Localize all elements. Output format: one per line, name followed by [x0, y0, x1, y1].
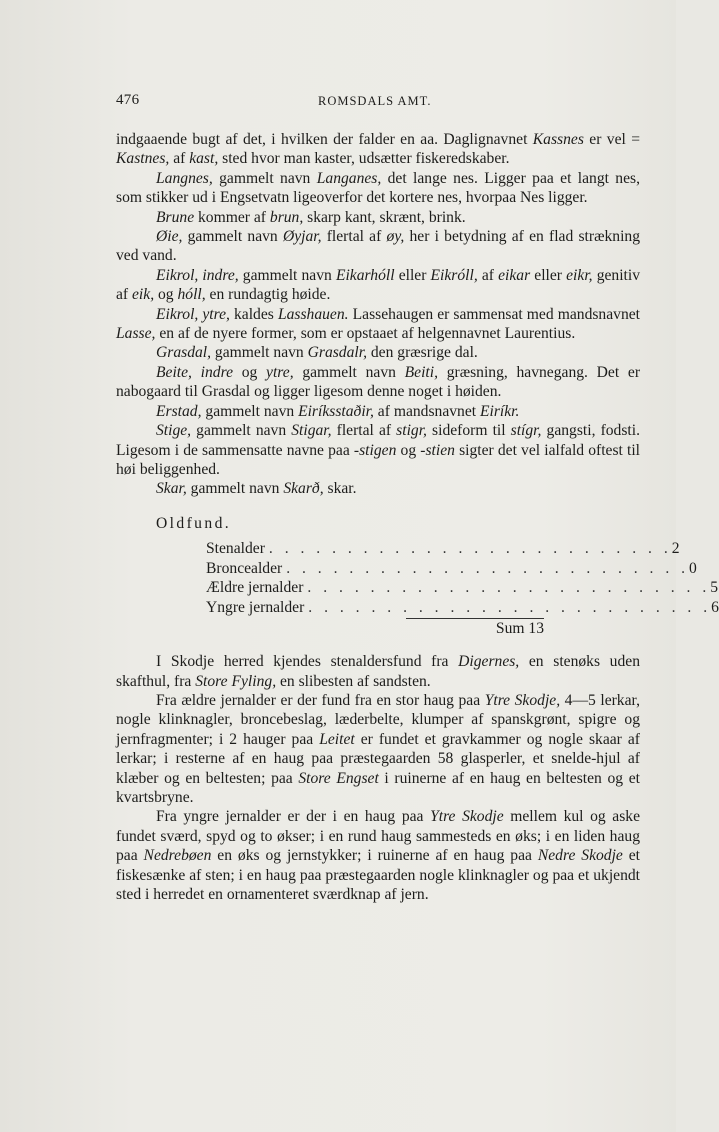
italic-term: Skarð, — [283, 480, 324, 498]
text-run: gangsti, fodsti. Ligesom i de sammensatte navne paa — [116, 422, 640, 459]
text-run: en rundagtig høide. — [205, 286, 331, 304]
italic-term: Eikrol, indre, — [156, 266, 239, 284]
leader-dots: . . . . . . . . . . . . . . . . . . . . . . . . . . — [268, 540, 672, 558]
text-run: Fra ældre jernalder er der fund fra en stor haug paa — [156, 691, 485, 709]
oldfund-row — [206, 539, 680, 559]
italic-term: Eikróll, — [430, 266, 478, 284]
text-run: og — [154, 286, 178, 304]
paragraph — [116, 691, 640, 807]
italic-term: Beite, indre — [156, 363, 233, 381]
text-run: kaldes — [229, 305, 278, 323]
paragraph — [116, 402, 640, 421]
page-header — [116, 92, 640, 114]
italic-term: Ytre Skodje — [430, 808, 504, 826]
place-name-entries — [116, 130, 640, 499]
text-run: og — [396, 441, 421, 459]
italic-term: Grasdal, — [156, 344, 212, 362]
text-run: en af de nyere former, som er opstaaet af helgennavnet Laurentius. — [155, 325, 576, 343]
text-run: i ruinerne af en haug en beltesten og et kvartsbryne. — [116, 769, 640, 806]
text-run: gammelt navn — [293, 363, 405, 381]
oldfund-description — [116, 652, 640, 904]
text-run: er vel = — [583, 131, 640, 148]
italic-term: stigr, — [396, 422, 427, 440]
row-value: 6 — [711, 598, 719, 616]
italic-term: Beiti, — [404, 363, 438, 381]
text-run: gammelt navn — [191, 422, 292, 440]
text-run: den græsrige dal. — [366, 344, 478, 362]
italic-term: brun, — [269, 208, 304, 226]
row-value: 0 — [689, 559, 697, 577]
text-run: en slibesten af sandsten. — [276, 672, 431, 690]
text-run: en øks og jernstykker; i ruinerne af en haug paa — [211, 847, 538, 865]
text-run: gammelt navn — [201, 402, 299, 420]
text-run: gammelt navn — [211, 344, 308, 362]
paragraph — [116, 169, 640, 208]
italic-term: Stige, — [156, 422, 192, 440]
text-run: Fra yngre jernalder er der i en haug paa — [156, 808, 431, 826]
oldfund-row — [206, 598, 719, 618]
text-run: gammelt navn — [238, 266, 336, 284]
text-run: Lassehaugen er sammensat med mandsnavnet — [348, 305, 640, 323]
oldfund-table — [206, 539, 719, 638]
text-run: er fundet et gravkammer og nogle skaar af lerkar; i resterne af en haug paa præstegaarden 58 glasperler, et snelde-hjul af klæber og en beltesten; paa — [116, 730, 640, 787]
italic-term: Brune — [156, 208, 195, 226]
paragraph — [116, 652, 640, 691]
row-value: 5 — [710, 579, 719, 597]
italic-term: Store Fyling, — [195, 672, 277, 690]
italic-term: Kassnes — [532, 131, 584, 148]
text-run: af mandsnavnet — [373, 402, 480, 420]
text-run: genitiv af — [116, 266, 641, 304]
italic-term: eikar — [498, 266, 531, 284]
italic-term: øy, — [386, 228, 405, 246]
oldfund-row — [206, 559, 697, 579]
oldfund-sum — [206, 619, 544, 639]
oldfund-row — [206, 578, 719, 598]
paragraph — [116, 421, 640, 479]
italic-term: Øie, — [156, 228, 183, 246]
spacer — [116, 638, 640, 652]
text-run: eller — [394, 266, 431, 284]
italic-term: Lasshauen. — [277, 305, 349, 323]
italic-term: Skar, — [156, 480, 187, 498]
text-run: indgaaende bugt af det, i hvilken der falder en aa. Daglignavnet — [116, 131, 533, 148]
paragraph — [116, 130, 640, 169]
paragraph — [116, 807, 640, 904]
text-run: gammelt navn — [186, 480, 284, 498]
paragraph — [116, 266, 640, 305]
text-run: eller — [530, 266, 567, 284]
text-run: skar. — [323, 480, 357, 498]
text-run: det lange nes. Ligger paa et langt nes, som stikker ud i Engsetvatn ligeoverfor det kortere nes, hvorpaa Nes ligger. — [116, 169, 640, 207]
italic-term: Eikarhóll — [335, 266, 395, 284]
italic-term: Erstad, — [156, 402, 202, 420]
italic-term: Leitet — [319, 730, 355, 748]
text-run: skarp kant, skrænt, brink. — [303, 208, 466, 226]
italic-term: Kastnes, — [116, 150, 170, 168]
text-run: mellem kul og aske fundet sværd, spyd og to økser; i en rund haug sammesteds en øks; i en liden haug paa — [116, 808, 641, 865]
leader-dots: . . . . . . . . . . . . . . . . . . . . . . . . . . — [307, 579, 711, 597]
text-run: gammelt navn — [182, 228, 283, 246]
row-label: Stenalder — [206, 540, 265, 558]
paragraph — [116, 479, 640, 498]
italic-term: -stien — [420, 441, 455, 459]
italic-term: Ytre Skodje, — [484, 691, 561, 709]
italic-term: eik, — [132, 286, 155, 304]
text-run: sted hvor man kaster, udsætter fiskeredskaber. — [218, 150, 510, 168]
paragraph — [116, 363, 640, 402]
italic-term: -stigen — [353, 441, 397, 459]
paragraph — [116, 227, 640, 266]
oldfund-heading: Oldfund. — [156, 514, 232, 532]
text-run: sigter det vel ialfald oftest til høi beliggenhed. — [116, 441, 641, 478]
text-run: en stenøks uden skafthul, fra — [116, 653, 640, 690]
text-run: her i betydning af en flad strækning ved vand. — [116, 228, 640, 265]
text-run: 4—5 lerkar, nogle klinknagler, broncebeslag, læderbelte, klumper af spanskgrønt, spigre og jernfragmenter; i 2 hauger paa — [116, 691, 640, 748]
paragraph — [116, 343, 640, 362]
italic-term: Store Engset — [298, 769, 379, 787]
page-body — [116, 130, 719, 904]
italic-term: hóll, — [177, 286, 206, 304]
italic-term: Lasse, — [116, 325, 156, 343]
italic-term: Digernes, — [458, 653, 520, 671]
text-run: kommer af — [194, 208, 270, 226]
text-run: sideform til — [426, 422, 511, 440]
leader-dots: . . . . . . . . . . . . . . . . . . . . . . . . . . — [308, 598, 712, 616]
paragraph — [116, 305, 640, 344]
text-run: I Skodje herred kjendes stenaldersfund fra — [156, 653, 459, 671]
italic-term: Nedre Skodje — [537, 847, 623, 865]
sum-value: 13 — [528, 619, 544, 637]
row-label: Yngre jernalder — [206, 598, 305, 616]
italic-term: ytre, — [266, 363, 294, 381]
italic-term: Langanes, — [316, 169, 382, 187]
italic-term: Eiríkr. — [480, 402, 520, 420]
italic-term: kast, — [189, 150, 219, 168]
italic-term: Nedrebøen — [143, 847, 212, 865]
paragraph — [116, 208, 640, 227]
page-number: 476 — [116, 92, 140, 108]
italic-term: eikr, — [566, 266, 593, 284]
text-run: flertal af — [331, 422, 397, 440]
text-run: og — [233, 363, 267, 381]
running-title: ROMSDALS AMT. — [318, 94, 432, 108]
italic-term: Eiríksstaðir, — [298, 402, 374, 420]
italic-term: Grasdalr, — [307, 344, 367, 362]
row-label: Ældre jernalder — [206, 579, 304, 597]
text-run: et fiskesænke af sten; i en haug paa præstegaarden nogle klinknagler og paa et ukjendt sted i herredet en ornamenteret sværdknap af jern. — [116, 847, 640, 903]
italic-term: Eikrol, ytre, — [156, 305, 230, 323]
row-label: Broncealder — [206, 559, 283, 577]
leader-dots: . . . . . . . . . . . . . . . . . . . . . . . . . . — [286, 559, 690, 577]
italic-term: Øyjar, — [282, 228, 322, 246]
italic-term: Stigar, — [291, 422, 332, 440]
row-value: 2 — [671, 540, 680, 558]
text-run: af — [169, 150, 190, 168]
text-run: flertal af — [321, 228, 387, 246]
italic-term: stígr, — [510, 422, 542, 440]
text-run: gammelt navn — [212, 169, 317, 187]
text-run: græsning, havnegang. Det er nabogaard til Grasdal og ligger ligesom denne noget i høiden. — [116, 363, 641, 401]
sum-label: Sum — [495, 619, 525, 637]
italic-term: Langnes, — [156, 169, 213, 187]
text-run: af — [477, 266, 499, 284]
